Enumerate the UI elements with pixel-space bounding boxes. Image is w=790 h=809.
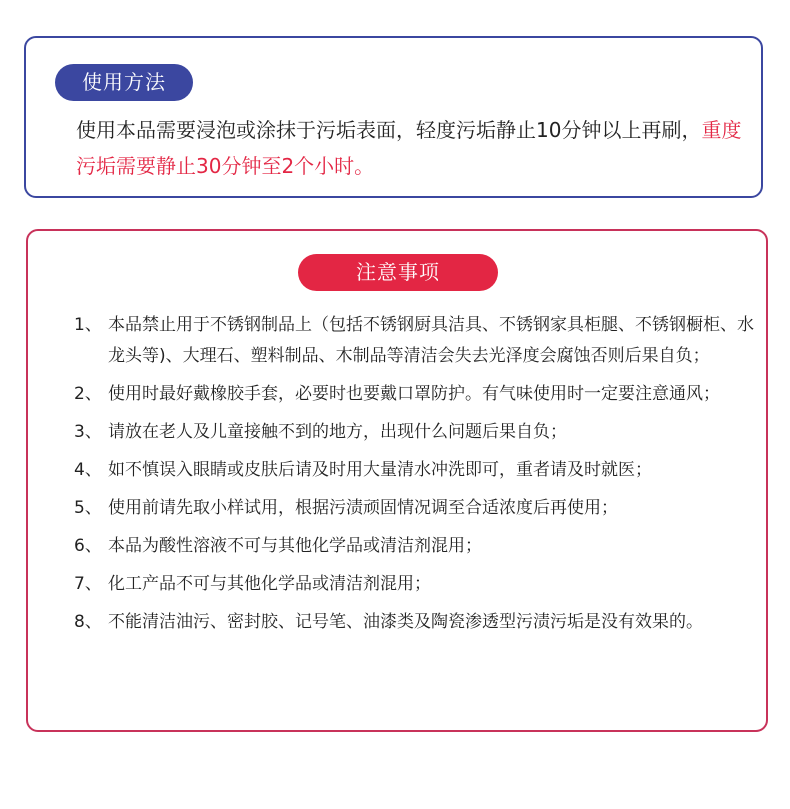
note-item-8 <box>74 607 754 638</box>
usage-text-normal: 使用本品需要浸泡或涂抹于污垢表面，轻度污垢静止10分钟以上再刷， <box>76 118 702 142</box>
note-item-7 <box>74 569 754 600</box>
note-text: 本品禁止用于不锈钢制品上（包括不锈钢厨具洁具、不锈钢家具柜腿、不锈钢橱柜、水龙头等)、大理石、塑料制品、木制品等清洁会失去光泽度会腐蚀否则后果自负； <box>108 315 754 366</box>
note-number: 1、 <box>74 315 102 335</box>
note-text: 使用前请先取小样试用，根据污渍顽固情况调至合适浓度后再使用； <box>108 498 618 518</box>
note-item-3 <box>74 417 754 448</box>
note-number: 6、 <box>74 536 102 556</box>
notes-panel <box>26 229 768 732</box>
note-text: 请放在老人及儿童接触不到的地方，出现什么问题后果自负； <box>108 422 567 442</box>
note-item-6 <box>74 531 754 562</box>
note-item-2 <box>74 379 754 410</box>
usage-panel <box>24 36 763 198</box>
note-text: 如不慎误入眼睛或皮肤后请及时用大量清水冲洗即可，重者请及时就医； <box>108 460 652 480</box>
notes-list <box>74 310 754 645</box>
usage-text-highlight: 重度污垢需要静止30分钟至2个小时。 <box>76 118 742 178</box>
note-item-1 <box>74 310 754 372</box>
notes-title: 注意事项 <box>298 254 498 291</box>
note-number: 5、 <box>74 498 102 518</box>
note-text: 使用时最好戴橡胶手套，必要时也要戴口罩防护。有气味使用时一定要注意通风； <box>108 384 720 404</box>
note-text: 本品为酸性溶液不可与其他化学品或清洁剂混用； <box>108 536 482 556</box>
note-number: 2、 <box>74 384 102 404</box>
note-number: 4、 <box>74 460 102 480</box>
usage-instructions <box>76 112 748 184</box>
note-number: 3、 <box>74 422 102 442</box>
note-text: 化工产品不可与其他化学品或清洁剂混用； <box>108 574 431 594</box>
note-text: 不能清洁油污、密封胶、记号笔、油漆类及陶瓷渗透型污渍污垢是没有效果的。 <box>108 612 703 632</box>
note-number: 7、 <box>74 574 102 594</box>
note-number: 8、 <box>74 612 102 632</box>
note-item-5 <box>74 493 754 524</box>
usage-title: 使用方法 <box>55 64 193 101</box>
note-item-4 <box>74 455 754 486</box>
